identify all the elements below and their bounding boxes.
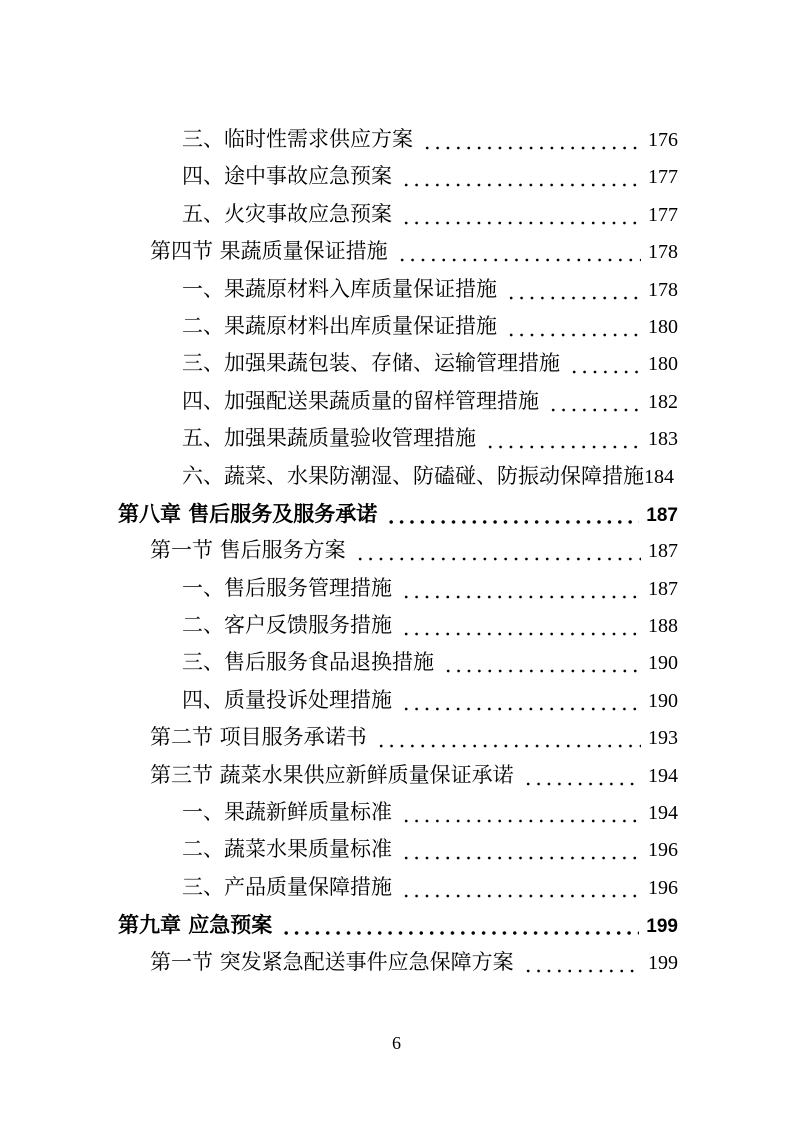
toc-entry-page: 196	[648, 839, 678, 862]
toc-entry-title: 六、蔬菜、水果防潮湿、防磕碰、防振动保障措施	[182, 463, 644, 488]
toc-entry-page: 182	[648, 390, 678, 413]
toc-entry-page: 199	[648, 951, 678, 974]
toc-section-entry	[118, 532, 678, 569]
toc-dot-leader	[374, 719, 641, 756]
toc-entry-title: 三、售后服务食品退换措施	[182, 650, 434, 675]
toc-entry-title: 三、临时性需求供应方案	[182, 127, 413, 151]
toc-entry-title: 一、果蔬原材料入库质量保证措施	[182, 276, 497, 301]
toc-entry-title: 五、加强果蔬质量验收管理措施	[182, 426, 476, 451]
toc-entry-title: 五、火灾事故应急预案	[182, 201, 392, 226]
toc-section-entry	[118, 757, 678, 794]
page-number: 6	[392, 1033, 401, 1053]
toc-dot-leader	[504, 271, 641, 308]
toc-dot-leader	[399, 607, 641, 644]
toc-subsection-entry	[118, 158, 678, 195]
toc-entry-page: 190	[648, 652, 678, 675]
toc-dot-leader	[441, 644, 641, 681]
toc-entry-title: 一、售后服务管理措施	[182, 575, 392, 600]
toc-entry-title: 三、产品质量保障措施	[182, 874, 392, 899]
toc-subsection-entry	[118, 196, 678, 233]
toc-entry-title: 一、果蔬新鲜质量标准	[182, 800, 392, 825]
toc-entry-page: 193	[648, 727, 678, 750]
toc-subsection-entry	[118, 345, 678, 382]
toc-dot-leader	[399, 831, 641, 868]
toc-entry-page: 187	[648, 540, 678, 563]
toc-chapter-entry	[118, 495, 678, 532]
toc-dot-leader	[420, 121, 641, 158]
toc-entry-title: 四、质量投诉处理措施	[182, 687, 392, 712]
toc-section-entry	[118, 233, 678, 270]
toc-subsection-entry	[118, 644, 678, 681]
toc-subsection-entry	[118, 570, 678, 607]
toc-subsection-entry	[118, 121, 678, 158]
toc-entry-title: 四、途中事故应急预案	[182, 164, 392, 189]
toc-entry-title: 第一节 突发紧急配送事件应急保障方案	[150, 949, 514, 974]
toc-dot-leader	[521, 944, 641, 981]
toc-dot-leader	[399, 196, 641, 233]
toc-dot-leader	[567, 345, 641, 382]
toc-subsection-entry	[118, 308, 678, 345]
toc-entry-page: 190	[648, 689, 678, 712]
toc-entry-title: 二、客户反馈服务措施	[182, 613, 392, 638]
toc-entry-page: 180	[648, 353, 678, 376]
toc-subsection-entry	[118, 831, 678, 868]
toc-entry-title: 四、加强配送果蔬质量的留样管理措施	[182, 388, 539, 413]
toc-section-entry	[118, 719, 678, 756]
toc-entry-title: 第三节 蔬菜水果供应新鲜质量保证承诺	[150, 762, 514, 787]
toc-subsection-entry	[118, 420, 678, 457]
toc-subsection-entry	[118, 383, 678, 420]
toc-entry-page: 194	[648, 802, 678, 825]
toc-dot-leader	[399, 869, 641, 906]
toc-dot-leader	[399, 794, 641, 831]
toc-entry-page: 188	[648, 615, 678, 638]
toc-entry-page: 187	[646, 504, 678, 526]
toc-dot-leader	[521, 757, 641, 794]
toc-entry-page: 196	[648, 876, 678, 899]
toc-subsection-entry	[118, 869, 678, 906]
toc-dot-leader	[399, 570, 641, 607]
toc-entry-page: 199	[646, 916, 678, 938]
toc-entry-page: 176	[648, 129, 678, 151]
toc-entry-title: 第二节 项目服务承诺书	[150, 725, 367, 750]
table-of-contents	[118, 121, 678, 981]
toc-subsection-entry	[118, 607, 678, 644]
toc-dot-leader	[353, 532, 641, 569]
toc-entry-title: 二、果蔬原材料出库质量保证措施	[182, 313, 497, 338]
toc-dot-leader	[395, 233, 641, 270]
toc-dot-leader	[279, 906, 639, 943]
toc-subsection-entry	[118, 682, 678, 719]
toc-entry-page: 180	[648, 315, 678, 338]
toc-entry-title: 三、加强果蔬包装、存储、运输管理措施	[182, 351, 560, 376]
toc-entry-title: 第九章 应急预案	[118, 912, 273, 938]
toc-entry-page: 183	[648, 428, 678, 451]
toc-subsection-entry	[118, 794, 678, 831]
toc-dot-leader	[399, 158, 641, 195]
toc-entry-title: 第四节 果蔬质量保证措施	[150, 239, 388, 264]
toc-dot-leader	[483, 420, 641, 457]
toc-entry-page: 178	[648, 241, 678, 264]
toc-entry-page: 178	[648, 278, 678, 301]
toc-entry-title: 二、蔬菜水果质量标准	[182, 837, 392, 862]
toc-dot-leader	[399, 682, 641, 719]
toc-dot-leader	[546, 383, 641, 420]
toc-entry-page: 194	[648, 764, 678, 787]
toc-chapter-entry	[118, 906, 678, 943]
toc-entry-title: 第一节 售后服务方案	[150, 538, 346, 563]
toc-section-entry	[118, 944, 678, 981]
toc-entry-page: 177	[648, 203, 678, 226]
toc-entry-page: 184	[644, 465, 674, 488]
toc-dot-leader	[504, 308, 641, 345]
toc-entry-page: 187	[648, 577, 678, 600]
toc-dot-leader	[384, 495, 639, 532]
toc-entry-title: 第八章 售后服务及服务承诺	[118, 500, 378, 526]
toc-subsection-entry	[118, 271, 678, 308]
toc-subsection-entry	[118, 458, 678, 495]
toc-entry-page: 177	[648, 166, 678, 189]
